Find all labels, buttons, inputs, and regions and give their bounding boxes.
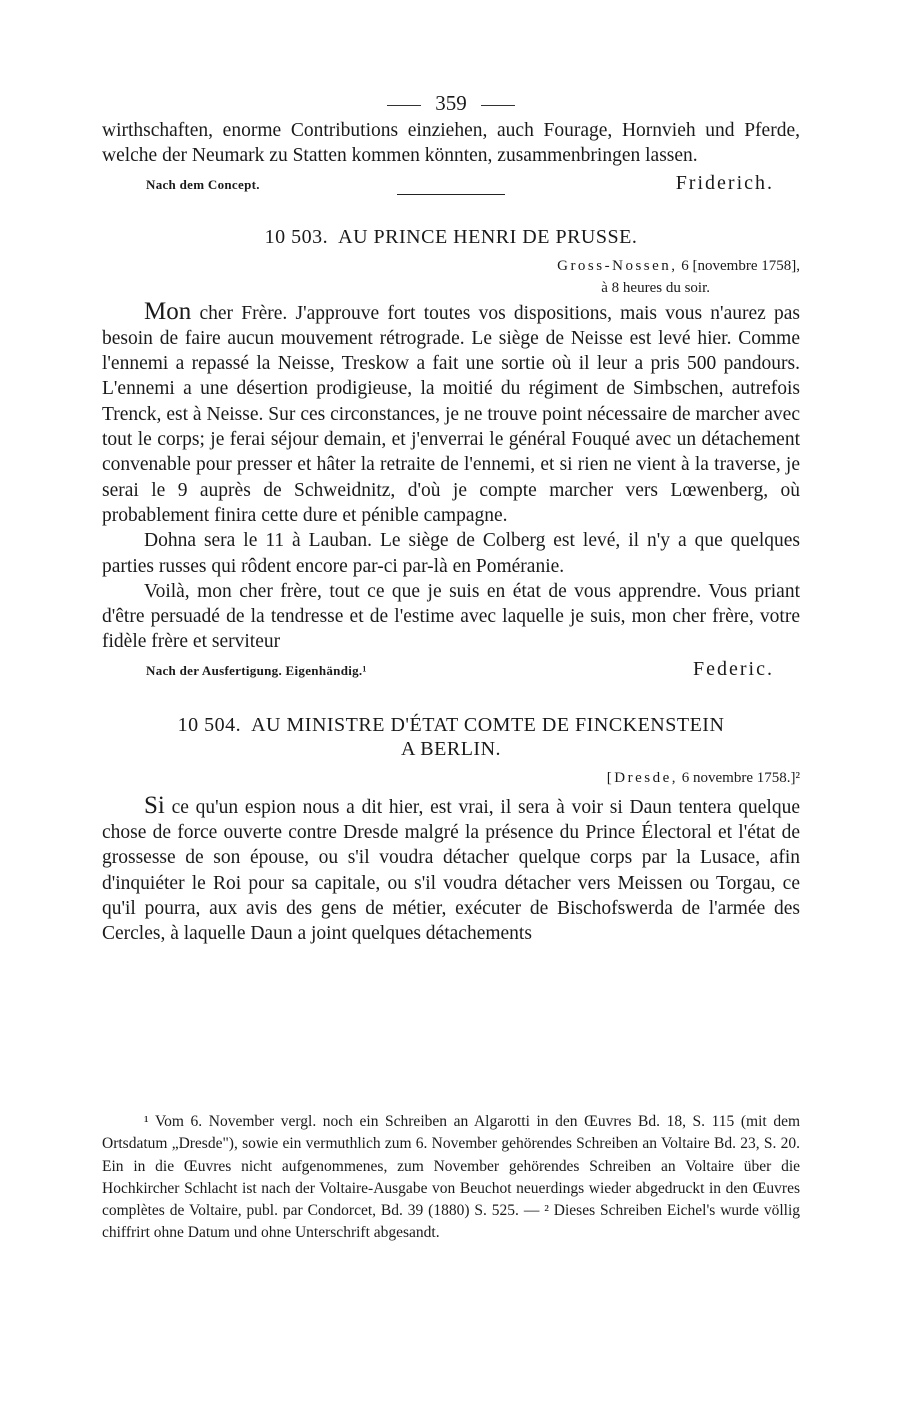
header-dash-left bbox=[387, 105, 421, 106]
footnotes bbox=[102, 1111, 800, 1245]
letter-dateline bbox=[102, 767, 800, 789]
letter-number: 10 503. bbox=[264, 225, 329, 248]
letter-dateline bbox=[102, 255, 800, 299]
header-dash-right bbox=[481, 105, 515, 106]
letter-heading-10504 bbox=[102, 713, 800, 761]
source-note: Nach dem Concept. bbox=[146, 176, 260, 192]
letter-title: AU MINISTRE D'ÉTAT COMTE DE FINCKENSTEIN bbox=[251, 713, 725, 736]
page-content bbox=[102, 88, 800, 947]
letter-paragraph: Voilà, mon cher frère, tout ce que je suis en état de vous apprendre. Vous priant d'être persuadé de la tendresse et de l'estime avec laquelle je suis, mon cher frère, votre fidèle frère et serviteur bbox=[102, 580, 800, 653]
paragraph-initial: Mon bbox=[144, 297, 192, 325]
letter-title: AU PRINCE HENRI DE PRUSSE. bbox=[338, 225, 638, 248]
letter-date: 6 novembre 1758.]² bbox=[681, 769, 800, 786]
closing-block-2 bbox=[102, 655, 800, 683]
letter-paragraph: Dohna sera le 11 à Lauban. Le siège de Colberg est levé, il n'y a que quelques parties russes qui rôdent encore par-ci par-là en Poméranie. bbox=[102, 530, 800, 577]
section-divider bbox=[397, 194, 505, 195]
letter-paragraph bbox=[102, 299, 800, 529]
letter-paragraph bbox=[102, 793, 800, 947]
paragraph-text: cher Frère. J'approuve fort toutes vos dispositions, mais vous n'aurez pas besoin de faire aucun mouvement rétrograde. Le siège de Neisse est levé hier. Comme l'ennemi a repassé la Neisse, Treskow a fait une sortie où il leur a pris 500 pandours. L'ennemi a une désertion prodigieuse, la moitié du régiment de Simbschen, autrefois Trenck, est à Neisse. Sur ces circonstances, je ne trouve point nécessaire de marcher avec tout le corps; je ferai séjour demain, et j'enverrai le général Fouqué avec un détachement convenable pour presser et hâter la retraite de l'ennemi, et si rien ne vient à la traverse, je serai le 9 auprès de Schweidnitz, d'où je compte marcher vers Lœwenberg, où probablement finira cette dure et pénible campagne. bbox=[102, 302, 801, 526]
paragraph-text: ce qu'un espion nous a dit hier, est vrai, il sera à voir si Daun tentera quelque chose de force ouverte contre Dresde malgré la présence du Prince Électoral et l'état de grossesse de son épouse, ou s'il voudra détacher quelque corps par la Lusace, afin d'inquiéter le Roi pour sa capitale, ou s'il voudra détacher vers Meissen ou Torgau, ce qu'il pourra, aux avis des gens de métier, exécuter de Bischofswerda de l'armée des Cercles, à laquelle Daun a joint quelques détachements bbox=[102, 796, 800, 945]
place-name: Gross-Nossen, bbox=[557, 257, 678, 274]
letter-time: à 8 heures du soir. bbox=[601, 279, 710, 296]
source-note: Nach der Ausfertigung. Eigenhändig.¹ bbox=[146, 662, 367, 678]
letter-number: 10 504. bbox=[177, 713, 242, 736]
closing-block-1 bbox=[102, 169, 800, 197]
paragraph-initial: Si bbox=[144, 791, 165, 819]
letter-date: 6 [novembre 1758], bbox=[681, 257, 800, 274]
letter-title-line-2: A BERLIN. bbox=[400, 737, 502, 760]
place-name: [Dresde, bbox=[606, 769, 679, 786]
continuation-paragraph: wirthschaften, enorme Contributions einziehen, auch Fourage, Hornvieh und Pferde, welche der Neumark zu Statten kommen könnten, zusammenbringen lassen. bbox=[102, 120, 800, 167]
footnote-text: ¹ Vom 6. November vergl. noch ein Schreiben an Algarotti in den Œuvres Bd. 18, S. 115 (mit dem Ortsdatum „Dresde"), sowie ein vermuthlich zum 6. November gehörendes Schreiben an Voltaire Bd. 23, S. 20. Ein in die Œuvres nicht aufgenommenes, zum November gehörendes Schreiben an Voltaire über die Hochkircher Schlacht ist nach der Voltaire-Ausgabe von Beuchot neuerdings wieder abgedruckt in den Œuvres complètes de Voltaire, publ. par Condorcet, Bd. 39 (1880) S. 525. — ² Dieses Schreiben Eichel's wurde völlig chiffrirt ohne Datum und ohne Unterschrift abgesandt. bbox=[102, 1113, 800, 1242]
letter-heading-10503 bbox=[102, 225, 800, 249]
signature: Friderich. bbox=[675, 171, 774, 194]
page-header bbox=[102, 88, 800, 118]
signature: Federic. bbox=[693, 657, 774, 680]
page-number: 359 bbox=[435, 91, 467, 115]
